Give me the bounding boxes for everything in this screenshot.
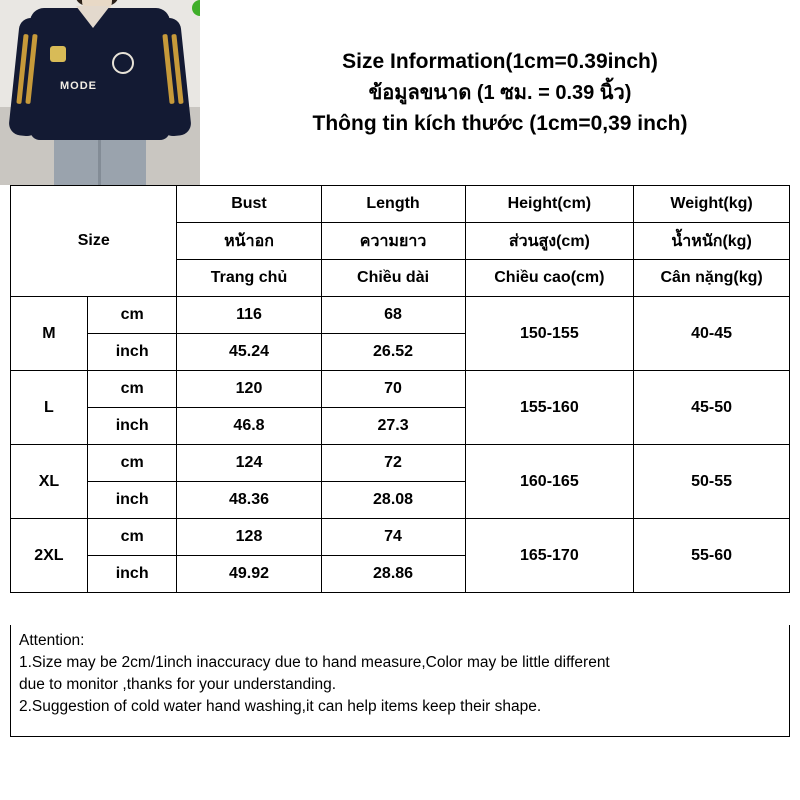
title-line-th: ข้อมูลขนาด (1 ซม. = 0.39 นิ้ว) — [368, 81, 632, 104]
column-header-weight-th: น้ำหนัก(kg) — [634, 223, 790, 260]
bust-cm-xl: 124 — [177, 445, 321, 482]
product-photo — [0, 0, 200, 185]
bust-cm-m: 116 — [177, 297, 321, 334]
column-header-bust-vi: Trang chủ — [177, 260, 321, 297]
bust-cm-l: 120 — [177, 371, 321, 408]
title-line-vi: Thông tin kích thước (1cm=0,39 inch) — [312, 111, 688, 135]
length-inch-xl: 28.08 — [321, 482, 465, 519]
header-band — [0, 0, 800, 185]
hoodie-body — [30, 8, 170, 140]
table-row — [11, 371, 790, 408]
weight-xl: 50-55 — [634, 445, 790, 519]
weight-2xl: 55-60 — [634, 519, 790, 593]
unit-cm: cm — [87, 445, 177, 482]
bust-inch-2xl: 49.92 — [177, 556, 321, 593]
table-row — [11, 445, 790, 482]
unit-cm: cm — [87, 519, 177, 556]
bust-inch-m: 45.24 — [177, 334, 321, 371]
unit-inch: inch — [87, 408, 177, 445]
bust-inch-xl: 48.36 — [177, 482, 321, 519]
attention-block — [10, 625, 790, 737]
attention-line-2: due to monitor ,thanks for your understanding. — [19, 675, 337, 693]
size-label-2xl: 2XL — [11, 519, 88, 593]
unit-cm: cm — [87, 371, 177, 408]
column-header-bust-th: หน้าอก — [177, 223, 321, 260]
attention-heading: Attention: — [19, 632, 85, 649]
table-header-row-en — [11, 186, 790, 223]
height-m: 150-155 — [465, 297, 634, 371]
unit-inch: inch — [87, 334, 177, 371]
unit-inch: inch — [87, 482, 177, 519]
height-2xl: 165-170 — [465, 519, 634, 593]
column-header-length-en: Length — [321, 186, 465, 223]
length-inch-2xl: 28.86 — [321, 556, 465, 593]
size-label-l: L — [11, 371, 88, 445]
table-row — [11, 519, 790, 556]
bust-inch-l: 46.8 — [177, 408, 321, 445]
title-line-en: Size Information(1cm=0.39inch) — [342, 50, 658, 74]
size-label-xl: XL — [11, 445, 88, 519]
attention-line-3: 2.Suggestion of cold water hand washing,it can help items keep their shape. — [19, 697, 542, 715]
height-xl: 160-165 — [465, 445, 634, 519]
column-header-height-vi: Chiều cao(cm) — [465, 260, 634, 297]
size-table — [10, 185, 790, 593]
size-header-cell: Size — [11, 186, 177, 297]
column-header-height-en: Height(cm) — [465, 186, 634, 223]
column-header-length-vi: Chiều dài — [321, 260, 465, 297]
size-label-m: M — [11, 297, 88, 371]
length-cm-xl: 72 — [321, 445, 465, 482]
column-header-height-th: ส่วนสูง(cm) — [465, 223, 634, 260]
length-cm-2xl: 74 — [321, 519, 465, 556]
weight-l: 45-50 — [634, 371, 790, 445]
unit-inch: inch — [87, 556, 177, 593]
attention-line-1: 1.Size may be 2cm/1inch inaccuracy due to hand measure,Color may be little different — [19, 653, 610, 671]
bust-cm-2xl: 128 — [177, 519, 321, 556]
length-inch-m: 26.52 — [321, 334, 465, 371]
weight-m: 40-45 — [634, 297, 790, 371]
length-inch-l: 27.3 — [321, 408, 465, 445]
chest-print-icon — [112, 52, 134, 74]
title-block — [200, 0, 800, 185]
column-header-weight-en: Weight(kg) — [634, 186, 790, 223]
length-cm-l: 70 — [321, 371, 465, 408]
column-header-length-th: ความยาว — [321, 223, 465, 260]
hoodie-logo-text: MODE — [60, 80, 97, 92]
height-l: 155-160 — [465, 371, 634, 445]
column-header-bust-en: Bust — [177, 186, 321, 223]
table-row — [11, 297, 790, 334]
chest-badge — [50, 46, 66, 62]
unit-cm: cm — [87, 297, 177, 334]
column-header-weight-vi: Cân nặng(kg) — [634, 260, 790, 297]
length-cm-m: 68 — [321, 297, 465, 334]
